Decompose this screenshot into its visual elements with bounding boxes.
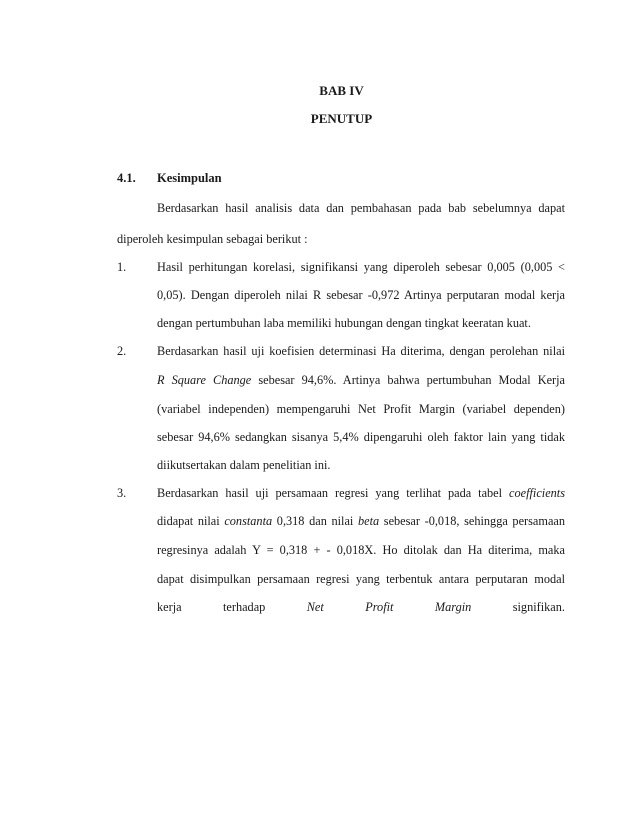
item-3-line-2-c: sebesar -0,018, sehingga persamaan <box>379 514 566 528</box>
item-3-line-5 <box>157 601 565 613</box>
item-2-line-1: Berdasarkan hasil uji koefisien determinasi Ha diterima, dengan perolehan nilai <box>157 344 565 358</box>
item-3-word-profit: Profit <box>365 600 394 614</box>
item-3-word-terhadap: terhadap <box>222 600 266 614</box>
item-3-line-4: dapat disimpulkan persamaan regresi yang terbentuk antara perputaran modal <box>157 572 565 586</box>
item-3-line-2 <box>157 515 565 527</box>
item-3-line-2-a: didapat nilai <box>157 514 225 528</box>
item-3-word-margin: Margin <box>434 600 472 614</box>
chapter-label: BAB IV <box>319 83 364 98</box>
item-3-italic-beta: beta <box>357 514 380 528</box>
chapter-title: PENUTUP <box>310 111 373 126</box>
item-3-word-kerja: kerja <box>157 600 182 614</box>
section-number: 4.1. <box>117 171 136 185</box>
item-2-line-2 <box>157 374 565 386</box>
item-2-line-2-rest: sebesar 94,6%. Artinya bahwa pertumbuhan Modal Kerja <box>251 373 566 387</box>
item-2-line-3: (variabel independen) mempengaruhi Net Profit Margin (variabel dependen) <box>157 402 565 416</box>
item-3-number: 3. <box>117 486 127 500</box>
item-3-italic-coefficients: coefficients <box>509 486 565 500</box>
item-3-word-net: Net <box>306 600 324 614</box>
item-3-line-2-b: 0,318 dan nilai <box>272 514 358 528</box>
item-3-line-1 <box>157 487 565 499</box>
item-1-line-2: 0,05). Dengan diperoleh nilai R sebesar -0,972 Artinya perputaran modal kerja <box>157 288 565 302</box>
item-2-line-5: diikutsertakan dalam penelitian ini. <box>157 458 331 472</box>
section-title: Kesimpulan <box>157 171 222 185</box>
item-3-word-signifikan: signifikan. <box>512 600 565 614</box>
intro-line-1: Berdasarkan hasil analisis data dan pembahasan pada bab sebelumnya dapat <box>157 201 565 215</box>
item-3-line-3: regresinya adalah Y = 0,318 + - 0,018X. Ho ditolak dan Ha diterima, maka <box>157 543 565 557</box>
item-2-number: 2. <box>117 344 127 358</box>
item-1-line-1: Hasil perhitungan korelasi, signifikansi yang diperoleh sebesar 0,005 (0,005 < <box>157 260 565 274</box>
item-2-italic-term: R Square Change <box>157 373 252 387</box>
item-3-line-1-text: Berdasarkan hasil uji persamaan regresi yang terlihat pada tabel <box>157 486 509 500</box>
item-2-line-4: sebesar 94,6% sedangkan sisanya 5,4% dipengaruhi oleh faktor lain yang tidak <box>157 430 565 444</box>
item-3-italic-constanta: constanta <box>224 514 273 528</box>
intro-line-2: diperoleh kesimpulan sebagai berikut : <box>117 232 308 246</box>
item-1-number: 1. <box>117 260 127 274</box>
item-1-line-3: dengan pertumbuhan laba memiliki hubungan dengan tingkat keeratan kuat. <box>157 316 531 330</box>
